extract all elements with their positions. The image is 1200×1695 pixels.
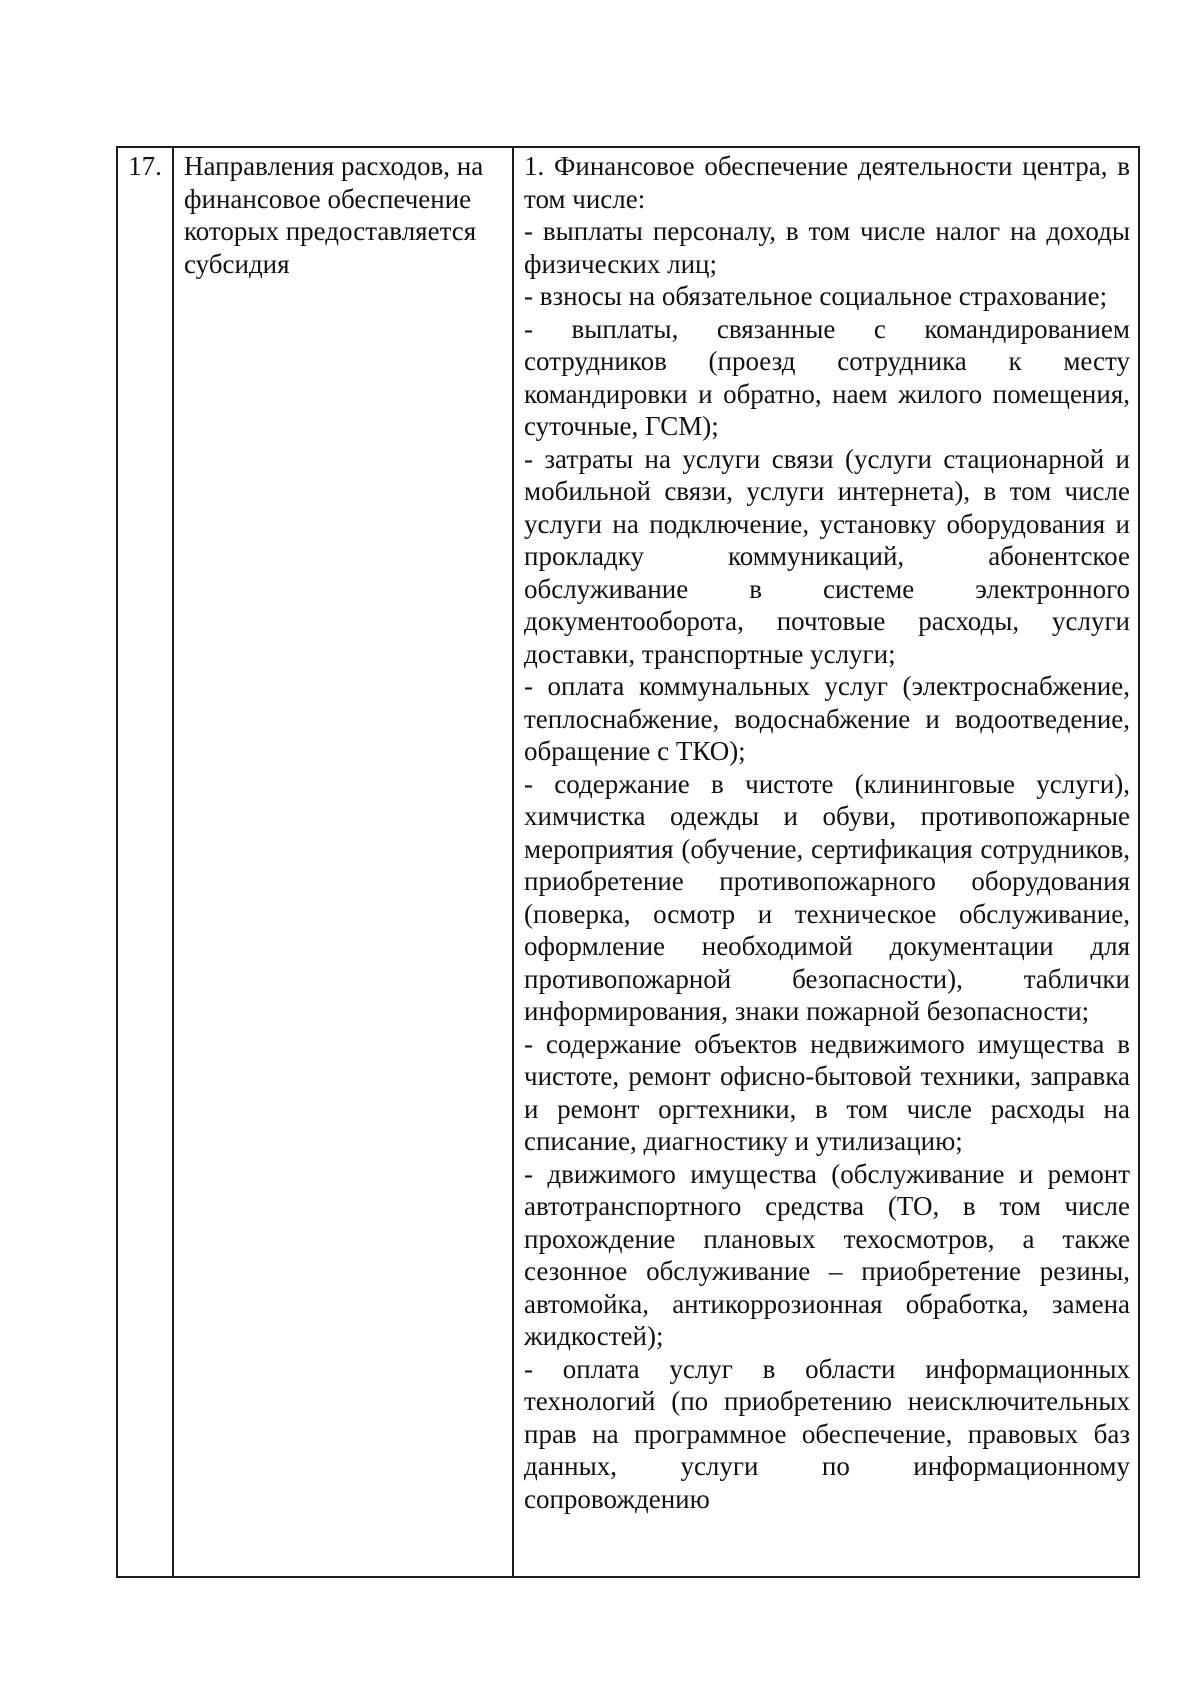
paragraph-business-trips: - выплаты, связанные с командированием сотрудников (проезд сотрудника к месту командировки и обратно, наем жилого помещения, суточные, ГСМ); xyxy=(524,313,1130,441)
paragraph-it-services: - оплата услуг в области информационных технологий (по приобретению неисключительных прав на программное обеспечение, правовых баз данных, услуги по информационному сопровождению xyxy=(524,1353,1130,1514)
row-heading-cell xyxy=(173,147,513,1577)
paragraph-insurance-contributions: - взносы на обязательное социальное страхование; xyxy=(524,281,1108,311)
paragraph-intro: 1. Финансовое обеспечение деятельности центра, в том числе: xyxy=(524,151,1130,214)
document-table xyxy=(116,146,1140,1578)
paragraph-utilities: - оплата коммунальных услуг (электроснабжение, теплоснабжение, водоснабжение и водоотведение, обращение с ТКО); xyxy=(524,671,1130,766)
paragraph-communication-services: - затраты на услуги связи (услуги стационарной и мобильной связи, услуги интернета), в том числе услуги на подключение, установку оборудования и прокладку коммуникаций, абонентское обслуживание в системе электронного документооборота, почтовые расходы, услуги доставки, транспортные услуги; xyxy=(524,443,1130,669)
paragraph-real-estate-maintenance: - содержание объектов недвижимого имущества в чистоте, ремонт офисно-бытовой техники, заправка и ремонт оргтехники, в том числе расходы на списание, диагностику и утилизацию; xyxy=(524,1028,1130,1156)
paragraph-cleaning-fire-safety: - содержание в чистоте (клининговые услуги), химчистка одежды и обуви, противопожарные мероприятия (обучение, сертификация сотрудников, приобретение противопожарного оборудования (поверка, осмотр и техническое обслуживание, оформление необходимой документации для противопожарной безопасности), таблички информирования, знаки пожарной безопасности; xyxy=(524,768,1130,1026)
row-number-cell xyxy=(117,147,173,1577)
row-heading: Направления расходов, на финансовое обеспечение которых предоставляется субсидия xyxy=(184,151,484,279)
row-description-cell xyxy=(513,147,1139,1577)
paragraph-movable-property: - движимого имущества (обслуживание и ремонт автотранспортного средства (ТО, в том числе прохождение плановых техосмотров, а также сезонное обслуживание – приобретение резины, автомойка, антикоррозионная обработка, замена жидкостей); xyxy=(524,1158,1130,1351)
row-number: 17. xyxy=(128,151,162,181)
table-row xyxy=(117,147,1139,1577)
paragraph-personnel-payments: - выплаты персоналу, в том числе налог на доходы физических лиц; xyxy=(524,216,1130,279)
